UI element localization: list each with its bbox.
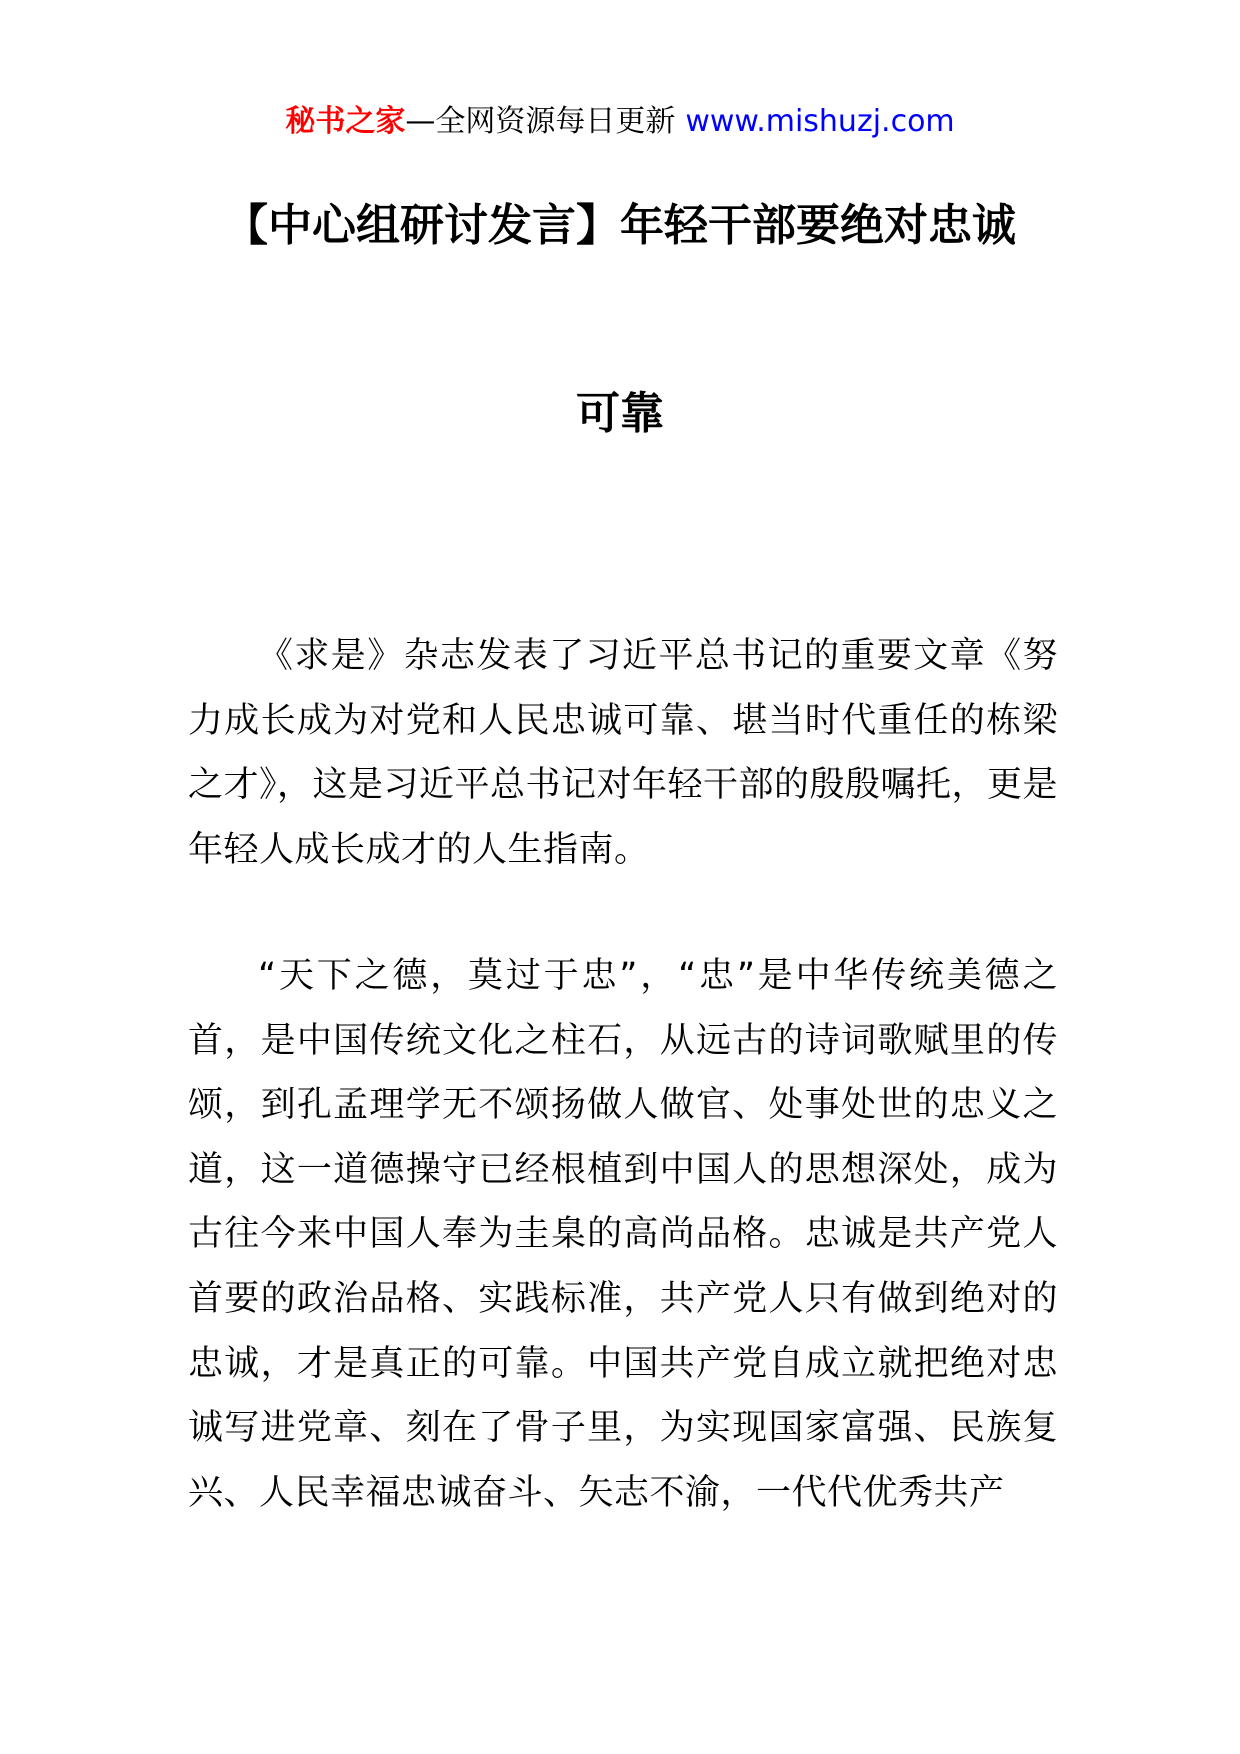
site-header	[0, 100, 1240, 144]
paragraph-block-1	[188, 624, 1058, 882]
paragraph-block-2	[188, 944, 1058, 1525]
paragraph: 《求是》杂志发表了习近平总书记的重要文章《努力成长成为对党和人民忠诚可靠、堪当时代重任的栋梁之才》，这是习近平总书记对年轻干部的殷殷嘱托，更是年轻人成长成才的人生指南。	[188, 636, 1059, 870]
site-slogan: —全网资源每日更新	[405, 104, 676, 139]
document-title-line-1: 【中心组研讨发言】年轻干部要绝对忠诚	[224, 200, 1016, 251]
site-name: 秘书之家	[285, 104, 406, 139]
paragraph: “天下之德，莫过于忠”，“忠”是中华传统美德之首，是中国传统文化之柱石，从远古的诗词歌赋里的传颂，到孔孟理学无不颂扬做人做官、处事处世的忠义之道，这一道德操守已经根植到中国人的思想深处，成为古往今来中国人奉为圭臬的高尚品格。忠诚是共产党人首要的政治品格、实践标准，共产党人只有做到绝对的忠诚，才是真正的可靠。中国共产党自成立就把绝对忠诚写进党章、刻在了骨子里，为实现国家富强、民族复兴、人民幸福忠诚奋斗、矢志不渝，一代代优秀共产	[188, 956, 1058, 1513]
document-title-line-2: 可靠	[576, 388, 664, 439]
site-url-link[interactable]: www.mishuzj.com	[685, 104, 955, 139]
